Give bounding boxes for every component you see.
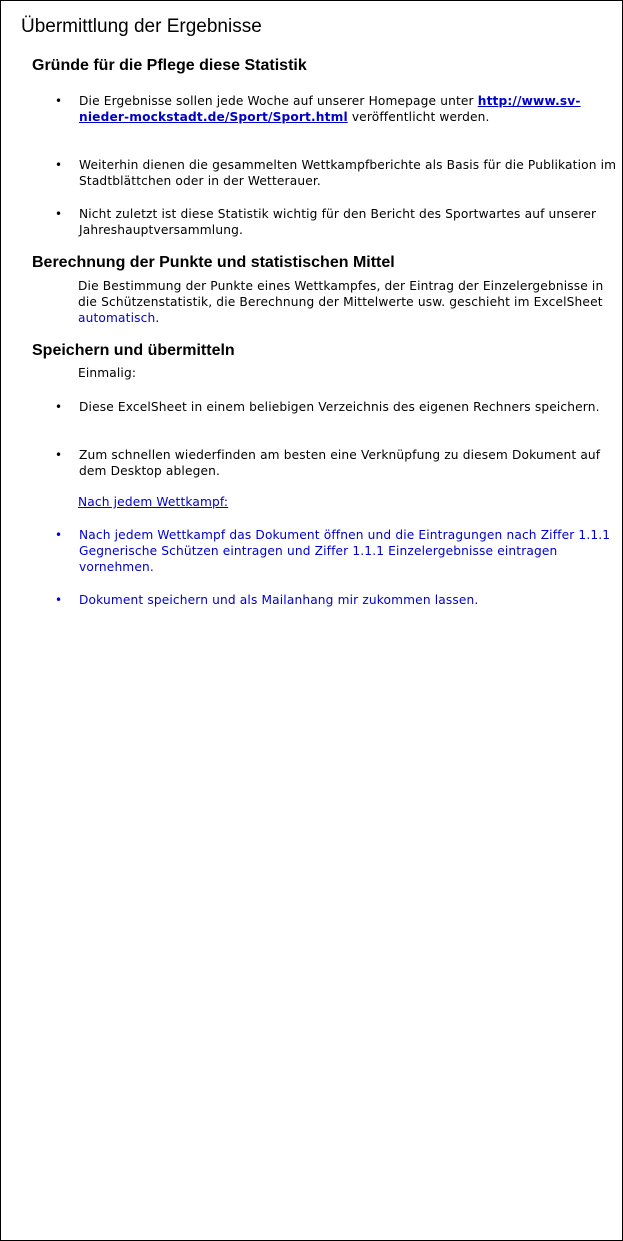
bullet-text-part: Die Ergebnisse sollen jede Woche auf unserer Homepage unter bbox=[79, 94, 478, 108]
bullet-icon: • bbox=[55, 448, 63, 462]
bullet-icon: • bbox=[55, 528, 63, 542]
paragraph-text-part: Die Bestimmung der Punkte eines Wettkampfes, der Eintrag der Einzelergebnisse in die Schützenstatistik, die Berechnung der Mittelwerte usw. geschieht im ExcelSheet bbox=[78, 279, 604, 309]
page-title: Übermittlung der Ergebnisse bbox=[21, 16, 262, 37]
section-heading-reasons: Gründe für die Pflege diese Statistik bbox=[32, 57, 307, 74]
einmalig-label: Einmalig: bbox=[78, 366, 137, 380]
bullet-text: Dokument speichern und als Mailanhang mir zukommen lassen. bbox=[79, 593, 479, 607]
bullet-text: Nach jedem Wettkampf das Dokument öffnen und die Eintragungen nach Ziffer 1.1.1 Gegnerische Schützen eintragen und Ziffer 1.1.1 Einzelergebnisse eintragen vornehmen. bbox=[79, 528, 611, 574]
bullet-text: Zum schnellen wiederfinden am besten eine Verknüpfung zu diesem Dokument auf dem Desktop ablegen. bbox=[79, 448, 601, 478]
section-heading-calculation: Berechnung der Punkte und statistischen Mittel bbox=[32, 254, 395, 271]
automatisch-link[interactable]: automatisch bbox=[78, 311, 156, 325]
nach-jedem-wettkampf-link[interactable] bbox=[78, 494, 228, 510]
nach-jedem-wettkampf-link-text[interactable]: Nach jedem Wettkampf: bbox=[78, 495, 229, 509]
bullet-icon: • bbox=[55, 158, 63, 172]
bullet-icon: • bbox=[55, 94, 63, 108]
bullet-text: Diese ExcelSheet in einem beliebigen Verzeichnis des eigenen Rechners speichern. bbox=[79, 400, 600, 414]
homepage-link[interactable]: http://www.sv-nieder-mockstadt.de/Sport/Sport.html bbox=[79, 94, 581, 124]
paragraph-text-part: . bbox=[155, 311, 160, 325]
bullet-text bbox=[79, 93, 617, 125]
bullet-text: Nicht zuletzt ist diese Statistik wichtig für den Bericht des Sportwartes auf unserer Jahreshauptversammlung. bbox=[79, 207, 597, 237]
bullet-text: Weiterhin dienen die gesammelten Wettkampfberichte als Basis für die Publikation im Stadtblättchen oder in der Wetterauer. bbox=[79, 158, 617, 188]
bullet-icon: • bbox=[55, 593, 63, 607]
section-heading-save: Speichern und übermitteln bbox=[32, 342, 235, 359]
bullet-text-part: veröffentlicht werden. bbox=[347, 110, 490, 124]
calculation-paragraph bbox=[78, 278, 614, 326]
bullet-icon: • bbox=[55, 400, 63, 414]
bullet-icon: • bbox=[55, 207, 63, 221]
